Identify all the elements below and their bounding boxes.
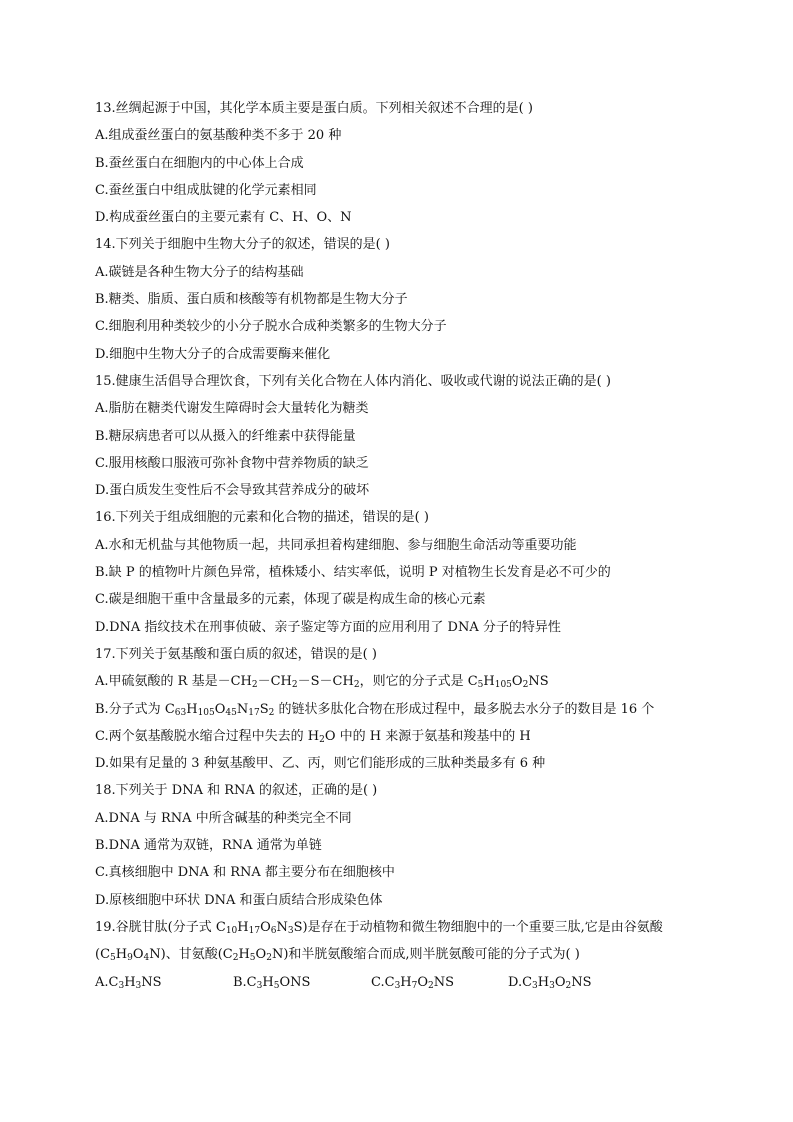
option-c: C.碳是细胞干重中含量最多的元素，体现了碳是构成生命的核心元素 [95, 592, 486, 608]
question-list [95, 95, 765, 996]
option-c: C.细胞利用种类较少的小分子脱水合成种类繁多的生物大分子 [95, 319, 447, 335]
option-d: D.细胞中生物大分子的合成需要酶来催化 [95, 346, 331, 362]
option-c: $C.C_3H_7O_2NS$ [371, 974, 455, 991]
option-a: A.组成蚕丝蛋白的氨基酸种类不多于 20 种 [95, 128, 342, 144]
option-c: C.真核细胞中 DNA 和 RNA 都主要分布在细胞核中 [95, 865, 395, 881]
question-stem: 14.下列关于细胞中生物大分子的叙述，错误的是( ) [95, 237, 390, 253]
option-b: B.蚕丝蛋白在细胞内的中心体上合成 [95, 155, 304, 171]
option-b: B.缺 P 的植物叶片颜色异常，植株矮小、结实率低，说明 P 对植物生长发育是必不可少的 [95, 565, 611, 581]
question-stem: 13.丝绸起源于中国，其化学本质主要是蛋白质。下列相关叙述不合理的是( ) [95, 101, 533, 116]
option-b: B.糖类、脂质、蛋白质和核酸等有机物都是生物大分子 [95, 292, 408, 308]
option-b: $B.C_3H_5ONS$ [233, 974, 311, 991]
option-a: A.DNA 与 RNA 中所含碱基的种类完全不同 [95, 810, 352, 826]
option-b: B.糖尿病患者可以从摄入的纤维素中获得能量 [95, 428, 356, 444]
question-stem-continued: $(C_5H_9O_4N)$、甘氨酸$(C_2H_5O_2N)$和半胱氨酸缩合而成,则半胱氨酸可能的分子式为( ) [95, 947, 580, 964]
option-b: B.DNA 通常为双链，RNA 通常为单链 [95, 838, 322, 854]
option-a: A.甲硫氨酸的 R 基是$-CH_2-CH_2-S-CH_2$，则它的分子式是 $C_5H_{105}O_2NS$ [95, 674, 549, 691]
question-stem: 17.下列关于氨基酸和蛋白质的叙述，错误的是( ) [95, 646, 377, 662]
option-a: A.碳链是各种生物大分子的结构基础 [95, 264, 304, 280]
option-c: C.两个氨基酸脱水缩合过程中失去的 $H_2O$ 中的 H 来源于氨基和羧基中的 H [95, 728, 531, 745]
option-a: $A.C_3H_3NS$ [95, 974, 162, 991]
option-d: D.蛋白质发生变性后不会导致其营养成分的破坏 [95, 483, 370, 499]
question-stem: 18.下列关于 DNA 和 RNA 的叙述，正确的是( ) [95, 783, 378, 799]
option-d: D.构成蚕丝蛋白的主要元素有 C、H、O、N [95, 210, 352, 226]
option-d: D.如果有足量的 3 种氨基酸甲、乙、丙，则它们能形成的三肽种类最多有 6 种 [95, 756, 546, 772]
option-row [95, 969, 765, 996]
option-a: A.脂肪在糖类代谢发生障碍时会大量转化为糖类 [95, 401, 369, 417]
question-stem: 19.谷胱甘肽(分子式 $C_{10}H_{17}O_6N_3S$)是存在于动植物和微生物细胞中的一个重要三肽,它是由谷氨酸 [95, 919, 663, 936]
option-c: C.服用核酸口服液可弥补食物中营养物质的缺乏 [95, 455, 369, 471]
question-stem: 16.下列关于组成细胞的元素和化合物的描述，错误的是( ) [95, 510, 429, 526]
option-d: $D.C_3H_3O_2NS$ [508, 974, 592, 991]
option-d: D.DNA 指纹技术在刑事侦破、亲子鉴定等方面的应用利用了 DNA 分子的特异性 [95, 619, 561, 635]
question-stem: 15.健康生活倡导合理饮食，下列有关化合物在人体内消化、吸收或代谢的说法正确的是( ) [95, 373, 611, 389]
option-c: C.蚕丝蛋白中组成肽键的化学元素相同 [95, 182, 317, 198]
option-d: D.原核细胞中环状 DNA 和蛋白质结合形成染色体 [95, 892, 383, 908]
option-b: B.分子式为 $C_{63}H_{105}O_{45}N_{17}S_2$ 的链状多肽化合物在形成过程中，最多脱去水分子的数目是 16 个 [95, 701, 655, 718]
option-a: A.水和无机盐与其他物质一起，共同承担着构建细胞、参与细胞生命活动等重要功能 [95, 537, 577, 553]
